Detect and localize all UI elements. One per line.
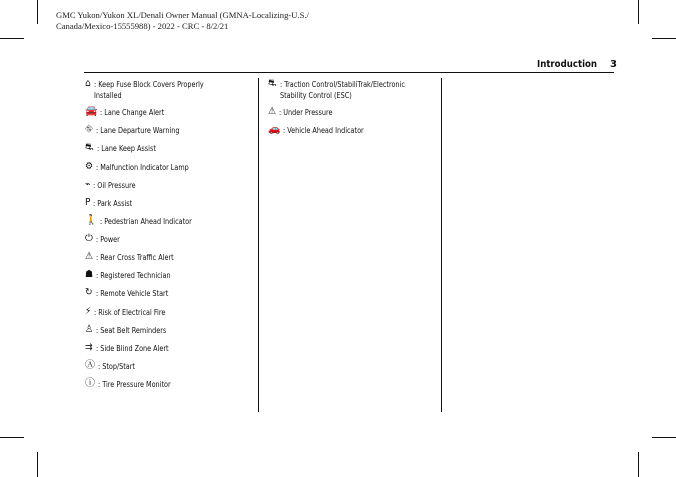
lane-keep-assist-icon: ⛐	[85, 142, 94, 153]
crop-mark	[37, 0, 38, 24]
item-text: : Lane Change Alert	[100, 107, 165, 117]
list-item	[85, 162, 199, 172]
list-item	[85, 198, 137, 208]
vehicle-ahead-icon: 🚗	[268, 124, 281, 135]
list-item	[85, 143, 162, 153]
tire-pressure-icon: ⓘ	[85, 378, 95, 389]
registered-technician-icon: ☗	[85, 269, 94, 280]
document-header	[56, 10, 396, 31]
oil-can-icon: ⌁	[85, 179, 91, 190]
list-item	[85, 234, 122, 244]
item-text: : Pedestrian Ahead Indicator	[100, 216, 193, 226]
item-text: : Side Blind Zone Alert	[95, 343, 169, 353]
item-text: : Registered Technician	[96, 270, 171, 280]
item-text: : Tire Pressure Monitor	[98, 379, 171, 389]
fuse-cover-icon: ⌂	[85, 78, 91, 89]
item-text: : Lane Departure Warning	[96, 125, 180, 135]
stop-start-icon: Ⓐ	[85, 360, 95, 371]
list-item	[85, 270, 179, 280]
list-item	[268, 107, 339, 117]
under-pressure-icon: ⚠	[268, 106, 277, 117]
item-text: : Risk of Electrical Fire	[94, 307, 166, 317]
list-item	[85, 180, 141, 190]
list-item	[85, 343, 176, 353]
electrical-fire-icon: ⚡	[85, 306, 92, 317]
section-title: Introduction	[537, 59, 598, 70]
list-item	[85, 252, 182, 262]
header-line: Canada/Mexico-15555988) - 2022 - CRC - 8/2/21	[56, 20, 229, 31]
list-item	[85, 216, 202, 226]
park-assist-icon: P	[85, 197, 91, 208]
traction-control-icon: ⛐	[268, 78, 277, 89]
list-item	[268, 79, 455, 101]
rear-cross-traffic-icon: ⚠	[85, 251, 94, 262]
item-text: : Stop/Start	[98, 361, 135, 371]
list-item	[85, 125, 189, 135]
header-line: GMC Yukon/Yukon XL/Denali Owner Manual (GMNA-Localizing-U.S./	[56, 10, 309, 20]
crop-mark	[652, 437, 676, 438]
item-text: : Park Assist	[93, 198, 133, 208]
item-line: : Traction Control/StabiliTrak/Electronic	[279, 80, 405, 89]
item-line: : Keep Fuse Block Covers Properly	[93, 80, 204, 89]
crop-mark	[638, 452, 639, 477]
crop-mark	[652, 38, 676, 39]
remote-start-icon: ↻	[85, 287, 93, 298]
list-item	[85, 361, 139, 371]
crop-mark	[638, 0, 639, 24]
list-item	[85, 325, 174, 335]
pedestrian-icon: 🚶	[85, 215, 98, 226]
item-text: : Remote Vehicle Start	[95, 288, 168, 298]
item-text	[280, 79, 438, 101]
side-blind-zone-icon: ⇉	[85, 342, 93, 353]
item-text: : Lane Keep Assist	[96, 143, 156, 153]
crop-mark	[37, 452, 38, 477]
item-text: : Seat Belt Reminders	[96, 325, 167, 335]
lane-change-alert-icon: 🚘	[85, 106, 98, 117]
list-item	[85, 79, 269, 101]
item-text: : Under Pressure	[279, 107, 333, 117]
list-item	[268, 125, 373, 135]
column-divider	[441, 78, 442, 412]
item-text: : Power	[95, 234, 120, 244]
item-text: : Malfunction Indicator Lamp	[96, 162, 189, 172]
item-text: : Oil Pressure	[93, 180, 137, 190]
item-text: : Vehicle Ahead Indicator	[283, 125, 365, 135]
power-icon: ⏻	[85, 233, 93, 244]
page-number: 3	[610, 59, 617, 70]
lane-departure-icon: ⛗	[85, 124, 93, 135]
item-text: : Rear Cross Traffic Alert	[96, 252, 174, 262]
crop-mark	[0, 38, 24, 39]
header-rule	[84, 72, 614, 73]
engine-icon: ⚙	[85, 161, 94, 172]
item-text	[94, 79, 252, 101]
list-item	[85, 288, 176, 298]
column-divider	[258, 78, 259, 412]
list-item	[85, 379, 179, 389]
item-line: Installed	[93, 91, 122, 100]
item-line: Stability Control (ESC)	[279, 91, 352, 100]
list-item	[85, 307, 174, 317]
list-item	[85, 107, 172, 117]
seat-belt-icon: ♙	[85, 324, 94, 335]
crop-mark	[0, 437, 24, 438]
